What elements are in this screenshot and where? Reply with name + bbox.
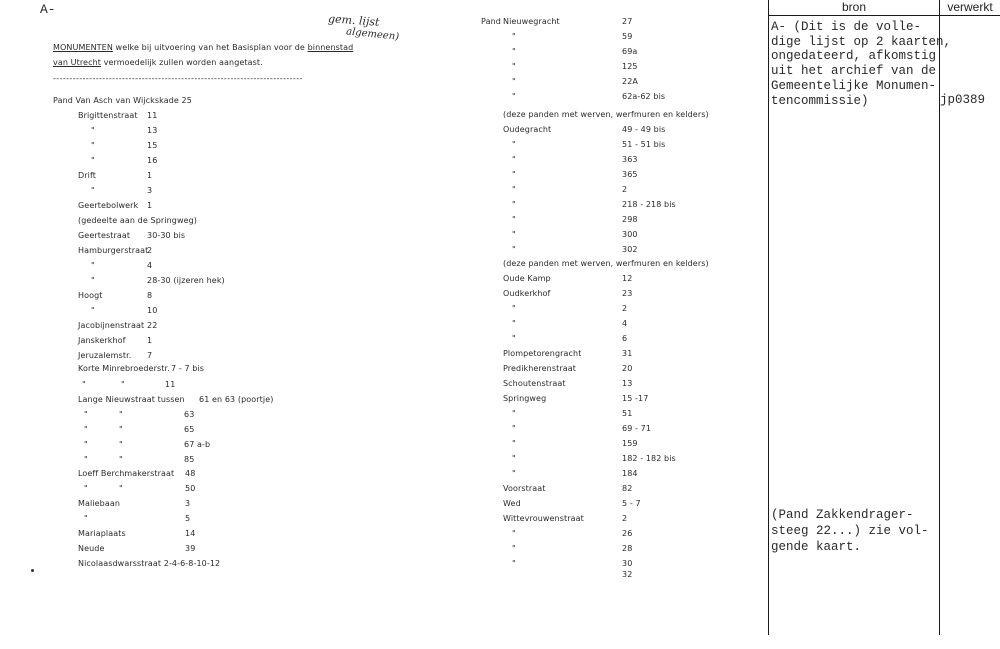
sidebar-header-rule bbox=[768, 15, 1000, 16]
ditto-mark: " bbox=[512, 469, 516, 478]
house-number: 28 bbox=[622, 544, 633, 553]
house-number: 298 bbox=[622, 215, 638, 224]
street-name: Brigittenstraat bbox=[78, 111, 138, 120]
house-number: 26 bbox=[622, 529, 633, 538]
house-number: 15 -17 bbox=[622, 394, 649, 403]
ditto-mark: " bbox=[512, 559, 516, 568]
street-name: Springweg bbox=[503, 394, 547, 403]
ditto-mark: " bbox=[82, 380, 86, 389]
document-title-line-1 bbox=[53, 43, 353, 52]
ditto-mark: " bbox=[512, 230, 516, 239]
ditto-mark: " bbox=[91, 276, 95, 285]
street-name: Oudegracht bbox=[503, 125, 552, 134]
stray-dot bbox=[31, 569, 34, 572]
right-note-2: (deze panden met werven, werfmuren en kelders) bbox=[503, 259, 709, 268]
ditto-mark: " bbox=[84, 514, 88, 523]
street-name: Loeff Berchmakerstraat bbox=[78, 469, 175, 478]
ditto-mark: " bbox=[119, 455, 123, 464]
house-number: 20 bbox=[622, 364, 633, 373]
ditto-mark: " bbox=[512, 200, 516, 209]
house-number: 31 bbox=[622, 349, 633, 358]
house-number: 3 bbox=[185, 499, 191, 508]
street-name: Geertestraat bbox=[78, 231, 131, 240]
ditto-mark: " bbox=[512, 62, 516, 71]
street-korte-minrebroeder: Korte Minrebroederstr. bbox=[78, 364, 170, 373]
house-number: 39 bbox=[185, 544, 196, 553]
ditto-mark: " bbox=[512, 424, 516, 433]
title-binnenstad: binnenstad bbox=[307, 43, 354, 52]
street-name: Wittevrouwenstraat bbox=[503, 514, 584, 523]
number-lange-nieuwstraat: 61 en 63 (poortje) bbox=[199, 395, 274, 404]
house-number: 11 bbox=[147, 111, 158, 120]
house-number: 10 bbox=[147, 306, 158, 315]
street-name: Janskerkhof bbox=[78, 336, 126, 345]
house-number: 218 - 218 bis bbox=[622, 200, 676, 209]
house-number: 51 bbox=[622, 409, 633, 418]
ditto-mark: " bbox=[84, 425, 88, 434]
bron-note-line: (Pand Zakkendrager- bbox=[771, 508, 914, 522]
house-number: 1 bbox=[147, 336, 153, 345]
ditto-mark: " bbox=[512, 319, 516, 328]
bron-note-line: steeg 22...) zie vol- bbox=[771, 524, 929, 538]
ditto-mark: " bbox=[512, 92, 516, 101]
house-number: 184 bbox=[622, 469, 638, 478]
house-number: 13 bbox=[622, 379, 633, 388]
house-number: 365 bbox=[622, 170, 638, 179]
house-number: 302 bbox=[622, 245, 638, 254]
house-number: 4 bbox=[622, 319, 628, 328]
ditto-mark: " bbox=[512, 454, 516, 463]
header-bron: bron bbox=[841, 0, 867, 14]
left-intro: Pand Van Asch van Wijckskade 25 bbox=[53, 96, 192, 105]
house-number: 1 bbox=[147, 201, 153, 210]
handwritten-note-line-2: algemeen) bbox=[345, 26, 400, 43]
ditto-mark: " bbox=[512, 334, 516, 343]
house-number: 1 bbox=[147, 171, 153, 180]
ditto-mark: " bbox=[512, 215, 516, 224]
house-number: 8 bbox=[147, 291, 153, 300]
street-name: Oudkerkhof bbox=[503, 289, 551, 298]
house-number: 49 - 49 bis bbox=[622, 125, 666, 134]
ditto-mark: " bbox=[91, 261, 95, 270]
title-monumenten: MONUMENTEN bbox=[53, 43, 113, 52]
house-number: 125 bbox=[622, 62, 638, 71]
street-name: Wed bbox=[503, 499, 521, 508]
ditto-mark: " bbox=[512, 409, 516, 418]
ditto-mark: " bbox=[91, 141, 95, 150]
street-name: Drift bbox=[78, 171, 96, 180]
ditto-mark: " bbox=[91, 126, 95, 135]
ditto-mark: " bbox=[512, 544, 516, 553]
house-number: 13 bbox=[147, 126, 158, 135]
street-name: Neude bbox=[78, 544, 105, 553]
house-number: 3 bbox=[147, 186, 153, 195]
corner-mark: A- bbox=[40, 2, 56, 17]
house-number: 65 bbox=[184, 425, 195, 434]
house-number: 69a bbox=[622, 47, 638, 56]
ditto-mark: " bbox=[512, 170, 516, 179]
verwerkt-code: jp0389 bbox=[940, 93, 986, 107]
house-number: 14 bbox=[185, 529, 196, 538]
house-number: 2 bbox=[147, 246, 153, 255]
ditto-mark: " bbox=[512, 155, 516, 164]
house-number: 15 bbox=[147, 141, 158, 150]
street-name: Voorstraat bbox=[503, 484, 546, 493]
ditto-mark: " bbox=[119, 425, 123, 434]
ditto-mark: " bbox=[84, 484, 88, 493]
house-number: 85 bbox=[184, 455, 195, 464]
house-number: 22A bbox=[622, 77, 638, 86]
document-title-line-2 bbox=[53, 58, 263, 67]
ditto-mark: " bbox=[512, 185, 516, 194]
house-number: 63 bbox=[184, 410, 195, 419]
house-number: 300 bbox=[622, 230, 638, 239]
street-name: Nieuwegracht bbox=[503, 17, 560, 26]
house-number: 67 a-b bbox=[184, 440, 211, 449]
ditto-mark: " bbox=[84, 455, 88, 464]
bron-note-line: gende kaart. bbox=[771, 540, 862, 554]
number-korte-minrebroeder: 7 - 7 bis bbox=[171, 364, 205, 373]
ditto-mark: " bbox=[119, 410, 123, 419]
street-name: Schoutenstraat bbox=[503, 379, 566, 388]
house-number: 2 bbox=[622, 304, 628, 313]
street-name: Oude Kamp bbox=[503, 274, 551, 283]
ditto-mark: " bbox=[119, 484, 123, 493]
ditto-mark: " bbox=[512, 77, 516, 86]
house-number: 30-30 bis bbox=[147, 231, 186, 240]
handwritten-note-line-1: gem. lijst bbox=[327, 12, 380, 29]
house-number: 2 bbox=[622, 514, 628, 523]
title-end: vermoedelijk zullen worden aangetast. bbox=[100, 58, 263, 67]
ditto-mark: " bbox=[512, 439, 516, 448]
house-number: 51 - 51 bis bbox=[622, 140, 666, 149]
sidebar-left-border bbox=[768, 0, 769, 635]
house-number: 59 bbox=[622, 32, 633, 41]
ditto-mark: " bbox=[512, 47, 516, 56]
title-utrecht: van Utrecht bbox=[53, 58, 101, 67]
house-number: 5 bbox=[185, 514, 191, 523]
ditto-mark: " bbox=[91, 186, 95, 195]
house-number: 62a-62 bis bbox=[622, 92, 666, 101]
street-name: Geertebolwerk bbox=[78, 201, 139, 210]
dashed-separator: ---------------------------------------------------------------------------- bbox=[53, 74, 303, 83]
house-number: 23 bbox=[622, 289, 633, 298]
ditto-mark: " bbox=[512, 529, 516, 538]
house-number: 12 bbox=[622, 274, 633, 283]
house-number: 69 - 71 bbox=[622, 424, 652, 433]
street-name: Hamburgerstraat bbox=[78, 246, 149, 255]
house-number: 48 bbox=[185, 469, 196, 478]
house-number: 363 bbox=[622, 155, 638, 164]
house-number: 30 bbox=[622, 559, 633, 568]
house-number: 4 bbox=[147, 261, 153, 270]
ditto-mark: " bbox=[512, 140, 516, 149]
street-name: Plompetorengracht bbox=[503, 349, 582, 358]
street-nicolaasdwarsstraat: Nicolaasdwarsstraat 2-4-6-8-10-12 bbox=[78, 559, 221, 568]
street-name: Mariaplaats bbox=[78, 529, 126, 538]
ditto-mark: " bbox=[512, 304, 516, 313]
house-number: 82 bbox=[622, 484, 633, 493]
ditto-mark: " bbox=[512, 245, 516, 254]
street-name: Jacobijnenstraat bbox=[78, 321, 145, 330]
street-name: Jeruzalemstr. bbox=[78, 351, 132, 360]
ditto-mark: " bbox=[512, 32, 516, 41]
title-middle: welke bij uitvoering van het Basisplan voor de bbox=[112, 43, 308, 52]
street-name: Predikherenstraat bbox=[503, 364, 576, 373]
street-name: (gedeelte aan de Springweg) bbox=[78, 216, 198, 225]
house-number: 2 bbox=[622, 185, 628, 194]
bron-line: ongedateerd, afkomstig bbox=[771, 49, 937, 64]
house-number: 16 bbox=[147, 156, 158, 165]
street-name: Maliebaan bbox=[78, 499, 121, 508]
house-number: 5 - 7 bbox=[622, 499, 641, 508]
right-pand-label: Pand bbox=[481, 17, 501, 26]
bron-line: A- (Dit is de volle- bbox=[771, 20, 922, 34]
house-number: 182 - 182 bis bbox=[622, 454, 676, 463]
right-note-1: (deze panden met werven, werfmuren en kelders) bbox=[503, 110, 709, 119]
house-number: 27 bbox=[622, 17, 633, 26]
bron-line: dige lijst op 2 kaarten, bbox=[771, 34, 952, 49]
ditto-mark: " bbox=[91, 156, 95, 165]
street-lange-nieuwstraat: Lange Nieuwstraat tussen bbox=[78, 395, 185, 404]
bron-line: Gemeentelijke Monumen- bbox=[771, 78, 937, 93]
ditto-mark: " bbox=[84, 410, 88, 419]
header-verwerkt: verwerkt bbox=[947, 0, 993, 14]
ditto-mark: " bbox=[119, 440, 123, 449]
house-number: 32 bbox=[622, 570, 633, 579]
ditto-mark: " bbox=[121, 380, 125, 389]
house-number: 28-30 (ijzeren hek) bbox=[147, 276, 225, 285]
bron-line: tencommissie) bbox=[771, 93, 869, 108]
ditto-mark: " bbox=[91, 306, 95, 315]
house-number: 22 bbox=[147, 321, 158, 330]
bron-line: uit het archief van de bbox=[771, 64, 937, 79]
house-number: 6 bbox=[622, 334, 628, 343]
house-number: 159 bbox=[622, 439, 638, 448]
street-name: Hoogt bbox=[78, 291, 103, 300]
ditto-mark: " bbox=[84, 440, 88, 449]
house-number: 50 bbox=[185, 484, 196, 493]
number-korte-minrebroeder-2: 11 bbox=[165, 380, 176, 389]
house-number: 7 bbox=[147, 351, 153, 360]
